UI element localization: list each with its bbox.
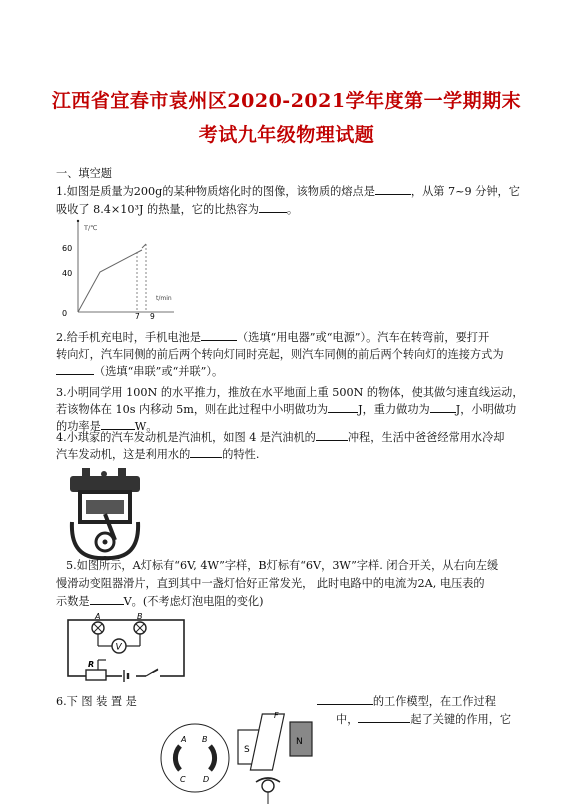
motor-model-figure (150, 706, 330, 806)
answer-blank[interactable] (56, 362, 94, 375)
q4-line1: 4.小琪家的汽车发动机是汽油机，如图 4 是汽油机的 冲程，生活中爸爸经常用水冷却 (56, 428, 526, 447)
q5-line2: 慢滑动变阻器滑片，直到其中一盏灯恰好正常发光， 此时电路中的电流为2A, 电压表的 (56, 577, 485, 590)
answer-blank[interactable] (375, 182, 411, 195)
answer-blank[interactable] (190, 445, 222, 458)
exam-title-line2: 考试九年级物理试题 (198, 124, 375, 146)
q4-line2: 汽车发动机，这是利用水的 的特性. (56, 445, 526, 464)
graph-xtick: 7 (135, 312, 140, 321)
exam-title-line1: 江西省宜春市袁州区2020-2021学年度第一学期期末 (51, 90, 522, 112)
rheostat-icon (86, 670, 106, 680)
circuit-diagram (62, 612, 192, 684)
section-heading: 一、填空题 (56, 167, 112, 180)
q3-line1: 3.小明同学用 100N 的水平推力，推放在水平地面上重 500N 的物体，使其做匀速直线运动， (56, 386, 524, 399)
svg-text:A: A (181, 735, 187, 744)
answer-blank[interactable] (317, 692, 373, 705)
answer-blank[interactable] (201, 328, 237, 341)
answer-blank[interactable] (328, 400, 358, 413)
answer-blank[interactable] (259, 200, 287, 213)
graph-ytick: 0 (62, 309, 68, 318)
svg-text:A: A (95, 612, 101, 621)
svg-text:B: B (202, 735, 208, 744)
svg-text:N: N (296, 737, 303, 747)
q5-line3: 示数是 V。(不考虑灯泡电阻的变化) (56, 592, 526, 611)
q3-line3: 的功率是 W。 (56, 417, 526, 436)
graph-xtick: 9 (150, 312, 155, 321)
graph-ytick: 60 (62, 244, 73, 253)
graph-y-label: T/℃ (84, 224, 98, 232)
graph-ytick: 40 (62, 269, 73, 278)
q1-line1: 1.如图是质量为200g的某种物质熔化时的图像，该物质的熔点是 ，从第 7~9 分钟，它 (56, 182, 526, 201)
q5-line1: 5.如图所示，A灯标有“6V, 4W”字样，B灯标有“6V，3W”字样. 闭合开关，从右向左缓 (66, 559, 499, 572)
q2-line2: 转向灯，汽车同侧的前后两个转向灯同时亮起，则汽车同侧的前后两个转向灯的连接方式为 (56, 348, 504, 361)
graph-x-label: t/min (156, 295, 172, 302)
q2-line1: 2.给手机充电时，手机电池是 （选填“用电器”或“电源”）。汽车在转弯前，要打开 (56, 328, 526, 347)
answer-blank[interactable] (90, 592, 124, 605)
engine-stroke-figure (60, 466, 150, 562)
svg-text:F: F (274, 711, 279, 720)
answer-blank[interactable] (430, 400, 456, 413)
q6-line1: 6.下 图 装 置 是 的工作模型，在工作过程 (56, 692, 526, 711)
melting-graph (56, 216, 186, 324)
svg-text:D: D (203, 775, 210, 784)
svg-text:V: V (115, 642, 122, 653)
answer-blank[interactable] (358, 710, 410, 723)
svg-text:S: S (244, 745, 250, 755)
svg-text:B: B (137, 612, 143, 621)
graph-curve (78, 250, 142, 312)
q2-line3: （选填“串联”或“并联”）。 (56, 362, 526, 381)
svg-text:C: C (180, 775, 186, 784)
svg-text:R: R (88, 660, 95, 669)
answer-blank[interactable] (316, 428, 348, 441)
q1-line2: 吸收了 8.4×10³J 的热量，它的比热容为 。 (56, 200, 526, 219)
q3-line2: 若该物体在 10s 内移动 5m，则在此过程中小明做功为 J，重力做功为 J，小明做功 (56, 400, 526, 419)
q6-line2: 中， 起了关键的作用，它 (336, 710, 526, 729)
